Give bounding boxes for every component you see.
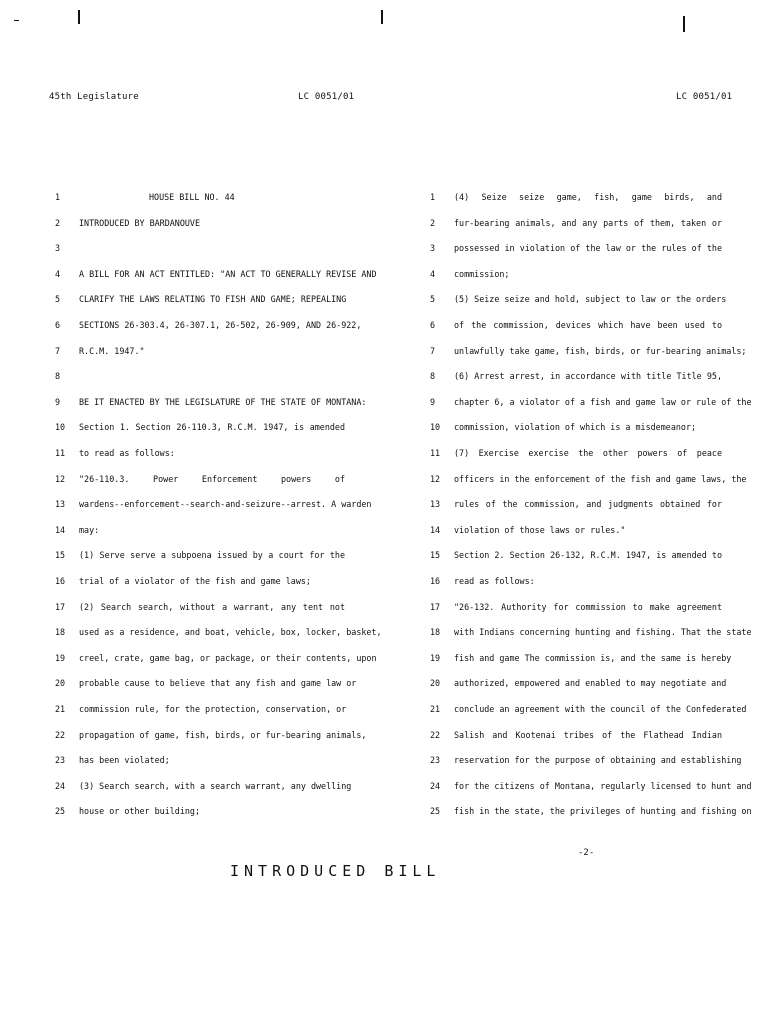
line-number: 3 xyxy=(55,243,61,254)
line-text: fish in the state, the privileges of hunting and fishing on xyxy=(454,806,752,817)
line-number: 22 xyxy=(430,729,441,740)
line-text: fish and game The commission is, and the same is hereby xyxy=(454,652,732,663)
line-number: 2 xyxy=(55,217,61,228)
line-number: 14 xyxy=(430,524,441,535)
line-text: (6) Arrest arrest, in accordance with title Title 95, xyxy=(454,371,722,382)
line-text: HOUSE BILL NO. 44 xyxy=(149,192,235,202)
line-text: SECTIONS 26-303.4, 26-307.1, 26-502, 26-909, AND 26-922, xyxy=(79,320,362,330)
line-text xyxy=(79,241,345,255)
line-number: 5 xyxy=(55,294,61,305)
line-text: creel, crate, game bag, or package, or their contents, upon xyxy=(79,652,377,663)
line-text: commission rule, for the protection, conservation, or xyxy=(79,704,347,714)
line-number: 20 xyxy=(430,678,441,689)
scan-mark xyxy=(683,16,685,32)
line-text: INTRODUCED BY BARDANOUVE xyxy=(79,217,201,228)
line-text: violation of those laws or rules." xyxy=(454,524,626,535)
line-number: 24 xyxy=(430,780,441,791)
line-number: 17 xyxy=(430,601,441,612)
line-text: used as a residence, and boat, vehicle, box, locker, basket, xyxy=(79,627,382,638)
line-text: (5) Seize seize and hold, subject to law or the orders xyxy=(454,294,727,305)
line-number: 11 xyxy=(55,448,66,458)
line-number: 8 xyxy=(430,371,436,382)
line-text: commission, violation of which is a misdemeanor; xyxy=(454,422,697,433)
line-number: 2 xyxy=(430,217,436,228)
header-left: 45th Legislature xyxy=(49,92,139,102)
line-text: (7) Exercise exercise the other powers of peace xyxy=(454,448,722,458)
line-text: read as follows: xyxy=(454,576,535,586)
line-number: 6 xyxy=(55,320,61,330)
line-number: 23 xyxy=(430,755,441,766)
header-center: LC 0051/01 xyxy=(298,92,355,102)
line-text: (4) Seize seize game, fish, game birds, and xyxy=(454,192,722,202)
line-number: 4 xyxy=(55,268,61,279)
line-text: for the citizens of Montana, regularly licensed to hunt and xyxy=(454,780,752,791)
line-number: 8 xyxy=(55,371,61,382)
line-text: officers in the enforcement of the fish and game laws, the xyxy=(454,473,747,484)
line-number: 9 xyxy=(430,396,436,407)
line-text: probable cause to believe that any fish and game law or xyxy=(79,678,357,689)
line-text: CLARIFY THE LAWS RELATING TO FISH AND GAME; REPEALING xyxy=(79,294,347,305)
line-number: 18 xyxy=(55,627,66,638)
line-text xyxy=(79,369,345,383)
line-text: chapter 6, a violator of a fish and game law or rule of the xyxy=(454,396,752,407)
line-number: 7 xyxy=(430,345,436,356)
line-number: 22 xyxy=(55,729,66,740)
line-text: commission; xyxy=(454,268,510,279)
line-text: of the commission, devices which have been used to xyxy=(454,320,722,330)
line-number: 16 xyxy=(55,576,66,586)
line-number: 12 xyxy=(55,473,66,484)
line-text: Section 1. Section 26-110.3, R.C.M. 1947, is amended xyxy=(79,422,345,433)
line-text: trial of a violator of the fish and game laws; xyxy=(79,576,311,586)
line-number: 16 xyxy=(430,576,441,586)
line-text: fur-bearing animals, and any parts of them, taken or xyxy=(454,217,722,228)
line-text: "26-110.3. Power Enforcement powers of xyxy=(79,473,345,484)
line-text: conclude an agreement with the council of the Confederated xyxy=(454,704,747,714)
line-number: 1 xyxy=(430,192,436,202)
line-number: 21 xyxy=(55,704,66,714)
line-number: 24 xyxy=(55,780,66,791)
line-text: house or other building; xyxy=(79,806,201,817)
line-text: (3) Search search, with a search warrant, any dwelling xyxy=(79,780,352,791)
line-text: unlawfully take game, fish, birds, or fur-bearing animals; xyxy=(454,345,747,356)
line-number: 19 xyxy=(55,652,66,663)
line-number: 4 xyxy=(430,268,436,279)
line-text: may: xyxy=(79,524,100,535)
line-number: 25 xyxy=(430,806,441,817)
line-number: 3 xyxy=(430,243,436,254)
line-number: 11 xyxy=(430,448,441,458)
line-number: 1 xyxy=(55,192,61,202)
line-number: 7 xyxy=(55,345,61,356)
line-text: reservation for the purpose of obtaining and establishing xyxy=(454,755,742,766)
line-text: to read as follows: xyxy=(79,448,175,458)
line-text: possessed in violation of the law or the rules of the xyxy=(454,243,722,254)
line-number: 9 xyxy=(55,396,61,407)
line-text: wardens--enforcement--search-and-seizure--arrest. A warden xyxy=(79,499,372,510)
line-text: Salish and Kootenai tribes of the Flathead Indian xyxy=(454,729,722,740)
page-number: -2- xyxy=(578,848,595,858)
line-number: 15 xyxy=(55,550,66,561)
line-text: propagation of game, fish, birds, or fur-bearing animals, xyxy=(79,729,367,740)
line-text: A BILL FOR AN ACT ENTITLED: "AN ACT TO GENERALLY REVISE AND xyxy=(79,268,377,279)
scan-mark xyxy=(14,20,19,21)
line-number: 23 xyxy=(55,755,66,766)
line-number: 21 xyxy=(430,704,441,714)
line-text: "26-132. Authority for commission to make agreement xyxy=(454,601,722,612)
line-text: authorized, empowered and enabled to may negotiate and xyxy=(454,678,727,689)
line-number: 10 xyxy=(55,422,66,433)
scan-mark xyxy=(78,10,80,24)
line-text: with Indians concerning hunting and fishing. That the state xyxy=(454,627,752,638)
line-number: 14 xyxy=(55,524,66,535)
line-number: 13 xyxy=(55,499,66,510)
line-number: 20 xyxy=(55,678,66,689)
header-right: LC 0051/01 xyxy=(676,92,733,102)
line-number: 12 xyxy=(430,473,441,484)
line-number: 15 xyxy=(430,550,441,561)
scan-mark xyxy=(381,10,383,24)
line-text: Section 2. Section 26-132, R.C.M. 1947, is amended to xyxy=(454,550,722,561)
line-number: 19 xyxy=(430,652,441,663)
line-text: BE IT ENACTED BY THE LEGISLATURE OF THE STATE OF MONTANA: xyxy=(79,396,367,407)
line-number: 25 xyxy=(55,806,66,817)
footer-stamp: INTRODUCED BILL xyxy=(230,862,441,880)
line-number: 17 xyxy=(55,601,66,612)
line-number: 5 xyxy=(430,294,436,305)
line-text: (2) Search search, without a warrant, any tent not xyxy=(79,601,345,612)
line-text: R.C.M. 1947." xyxy=(79,345,145,356)
line-text: has been violated; xyxy=(79,755,170,766)
line-number: 6 xyxy=(430,320,436,330)
line-number: 13 xyxy=(430,499,441,510)
line-text: (1) Serve serve a subpoena issued by a court for the xyxy=(79,550,345,561)
line-number: 10 xyxy=(430,422,441,433)
line-number: 18 xyxy=(430,627,441,638)
line-text: rules of the commission, and judgments obtained for xyxy=(454,499,722,510)
